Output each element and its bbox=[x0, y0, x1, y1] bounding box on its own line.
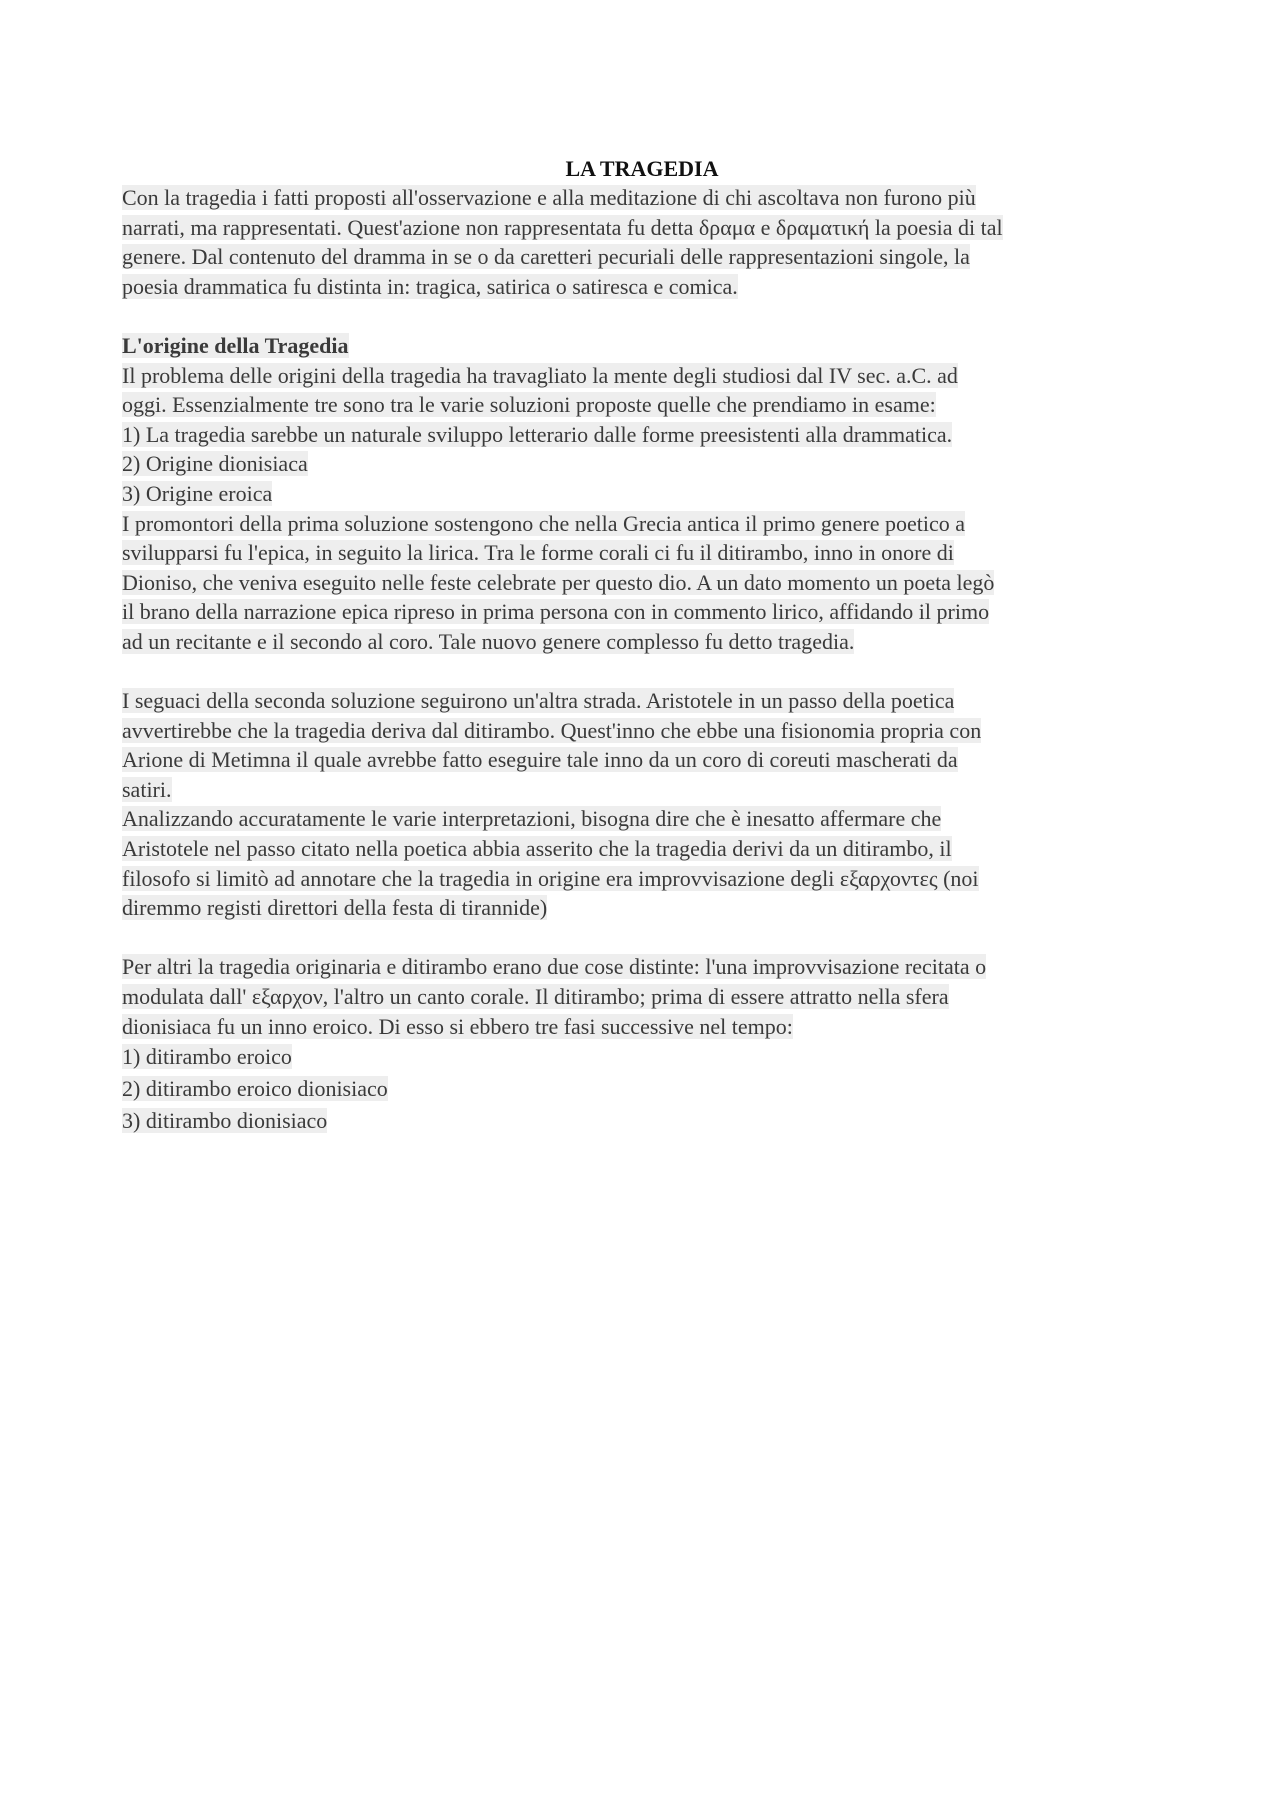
origin-section bbox=[122, 331, 1162, 657]
text-line: Aristotele nel passo citato nella poetica abbia asserito che la tragedia derivi da un ditirambo, il bbox=[122, 836, 952, 862]
blank-line bbox=[122, 301, 1162, 331]
text-line: modulata dall' εξαρχον, l'altro un canto corale. Il ditirambo; prima di essere attratto nella sfera bbox=[122, 984, 949, 1010]
text-line: Analizzando accuratamente le varie interpretazioni, bisogna dire che è inesatto affermare che bbox=[122, 806, 942, 832]
text-line: avvertirebbe che la tragedia deriva dal ditirambo. Quest'inno che ebbe una fisionomia propria con bbox=[122, 717, 982, 743]
list-item: 2) Origine dionisiaca bbox=[122, 451, 308, 477]
text-line: oggi. Essenzialmente tre sono tra le varie soluzioni proposte quelle che prendiamo in esame: bbox=[122, 392, 936, 418]
text-line: ad un recitante e il secondo al coro. Tale nuovo genere complesso fu detto tragedia. bbox=[122, 628, 855, 654]
phases-list bbox=[122, 1041, 1162, 1137]
text-line: dionisiaca fu un inno eroico. Di esso si ebbero tre fasi successive nel tempo: bbox=[122, 1013, 793, 1039]
text-line: Dioniso, che veniva eseguito nelle feste celebrate per questo dio. A un dato momento un poeta legò bbox=[122, 569, 995, 595]
list-item: 1) La tragedia sarebbe un naturale sviluppo letterario dalle forme preesistenti alla drammatica. bbox=[122, 421, 953, 447]
text-line: genere. Dal contenuto del dramma in se o da caretteri pecuriali delle rappresentazioni singole, la bbox=[122, 244, 970, 270]
second-solution-paragraph bbox=[122, 686, 1162, 923]
text-line: narrati, ma rappresentati. Quest'azione non rappresentata fu detta δραμα e δραματική la poesia di tal bbox=[122, 214, 1003, 240]
text-line: Il problema delle origini della tragedia ha travagliato la mente degli studiosi dal IV sec. a.C. ad bbox=[122, 362, 958, 388]
document-page bbox=[122, 156, 1162, 1137]
text-line: Per altri la tragedia originaria e ditirambo erano due cose distinte: l'una improvvisazione recitata o bbox=[122, 954, 987, 980]
text-line: poesia drammatica fu distinta in: tragica, satirica o satiresca e comica. bbox=[122, 273, 738, 299]
list-item: 3) Origine eroica bbox=[122, 480, 273, 506]
text-line: Arione di Metimna il quale avrebbe fatto eseguire tale inno da un coro di coreuti mascherati da bbox=[122, 747, 958, 773]
section-heading: L'origine della Tragedia bbox=[122, 332, 349, 358]
list-item: 3) ditirambo dionisiaco bbox=[122, 1108, 328, 1134]
text-line: svilupparsi fu l'epica, in seguito la lirica. Tra le forme corali ci fu il ditirambo, inno in onore di bbox=[122, 540, 954, 566]
blank-line bbox=[122, 657, 1162, 687]
text-line: satiri. bbox=[122, 776, 172, 802]
text-line: il brano della narrazione epica ripreso in prima persona con in commento lirico, affidando il primo bbox=[122, 599, 990, 625]
text-line: I promontori della prima soluzione sostengono che nella Grecia antica il primo genere poetico a bbox=[122, 510, 966, 536]
text-line: diremmo registi direttori della festa di tirannide) bbox=[122, 895, 548, 921]
text-line: I seguaci della seconda soluzione seguirono un'altra strada. Aristotele in un passo della poetica bbox=[122, 688, 955, 714]
third-paragraph bbox=[122, 952, 1162, 1041]
list-item: 2) ditirambo eroico dionisiaco bbox=[122, 1076, 388, 1102]
list-item: 1) ditirambo eroico bbox=[122, 1044, 292, 1070]
text-line: Con la tragedia i fatti proposti all'osservazione e alla meditazione di chi ascoltava non furono più bbox=[122, 185, 976, 210]
document-title: LA TRAGEDIA bbox=[565, 156, 719, 181]
intro-paragraph bbox=[122, 183, 1162, 301]
text-line: filosofo si limitò ad annotare che la tragedia in origine era improvvisazione degli εξαρχοντες (noi bbox=[122, 865, 979, 891]
blank-line bbox=[122, 923, 1162, 953]
